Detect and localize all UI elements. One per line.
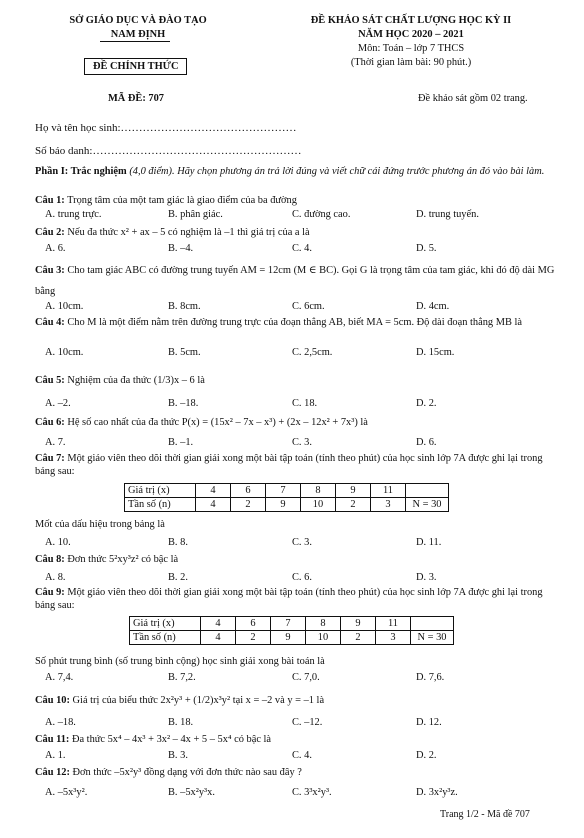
table-total: N = 30 — [406, 498, 449, 512]
question-10: Câu 10: Giá trị của biểu thức 2x²y³ + (1/2)x³y² tại x = –2 và y = –1 là — [35, 695, 325, 706]
q10-option-d: D. 12. — [416, 717, 442, 728]
q3-option-b: B. 8cm. — [168, 301, 201, 312]
q11-option-c: C. 4. — [292, 750, 312, 761]
q8-option-a: A. 8. — [45, 572, 66, 583]
frequency-table-q9: Giá trị (x) 4 6 7 8 9 11 Tần số (n) 4 2 9 10 2 3 N = 30 — [129, 616, 454, 645]
part1-title: Phần I: Trắc nghiệm — [35, 166, 127, 177]
part1-points: (4,0 điểm). — [129, 166, 175, 177]
q2-option-c: C. 4. — [292, 243, 312, 254]
dept-name: SỞ GIÁO DỤC VÀ ĐÀO TẠO — [69, 15, 207, 26]
q1-option-d: D. trung tuyến. — [416, 209, 479, 220]
q8-option-d: D. 3. — [416, 572, 437, 583]
q5-option-a: A. –2. — [45, 398, 71, 409]
question-5: Câu 5: Nghiệm của đa thức (1/3)x – 6 là — [35, 375, 205, 386]
q4-option-a: A. 10cm. — [45, 347, 84, 358]
q7-option-c: C. 3. — [292, 537, 312, 548]
question-1: Câu 1: Trọng tâm của một tam giác là giao điểm của ba đường — [35, 195, 297, 206]
q12-option-b: B. –5x²y³x. — [168, 787, 215, 798]
q4-option-b: B. 5cm. — [168, 347, 201, 358]
q7-option-b: B. 8. — [168, 537, 188, 548]
q2-option-d: D. 5. — [416, 243, 437, 254]
q7-option-d: D. 11. — [416, 537, 442, 548]
table-header-count: Tần số (n) — [125, 498, 196, 512]
q12-option-d: D. 3x²y³z. — [416, 787, 458, 798]
q2-option-a: A. 6. — [45, 243, 66, 254]
question-12: Câu 12: Đơn thức –5x²y³ đồng dạng với đơn thức nào sau đây ? — [35, 767, 302, 778]
student-name-line: Họ và tên học sinh:………………………………………… — [35, 122, 297, 134]
q1-option-a: A. trung trực. — [45, 209, 102, 220]
q3-option-d: D. 4cm. — [416, 301, 450, 312]
school-year: NĂM HỌC 2020 – 2021 — [358, 29, 464, 40]
province-name: NAM ĐỊNH — [110, 29, 166, 40]
question-2: Câu 2: Nếu đa thức x² + ax – 5 có nghiệm là –1 thì giá trị của a là — [35, 227, 310, 238]
subject: Môn: Toán – lớp 7 THCS — [357, 43, 465, 54]
q4-option-c: C. 2,5cm. — [292, 347, 333, 358]
question-4: Câu 4: Cho M là một điểm nằm trên đường trung trực của đoạn thẳng AB, biết MA = 5cm. Độ dài đoạn thẳng MB là — [35, 317, 522, 328]
page-footer: Trang 1/2 - Mã đề 707 — [440, 809, 530, 820]
q9-option-d: D. 7,6. — [416, 672, 445, 683]
divider — [100, 41, 170, 42]
q9-option-b: B. 7,2. — [168, 672, 196, 683]
pages-note: Đề khảo sát gồm 02 trang. — [418, 93, 528, 104]
q10-option-c: C. –12. — [292, 717, 323, 728]
frequency-table-q7: Giá trị (x) 4 6 7 8 9 11 Tần số (n) 4 2 9 10 2 3 N = 30 — [124, 483, 449, 512]
q2-option-b: B. –4. — [168, 243, 194, 254]
q9-option-c: C. 7,0. — [292, 672, 320, 683]
student-id-line: Số báo danh:………………………………………………… — [35, 145, 302, 157]
exam-code: MÃ ĐỀ: 707 — [108, 93, 164, 104]
q11-option-a: A. 1. — [45, 750, 66, 761]
question-9: Câu 9: Một giáo viên theo dõi thời gian giải xong một bài tập toán (tính theo phút) của học sinh lớp 7A được ghi lại trong bảng sau: — [35, 587, 543, 611]
q11-option-b: B. 3. — [168, 750, 188, 761]
question-11: Câu 11: Đa thức 5x⁴ – 4x³ + 3x² – 4x + 5 – 5x⁴ có bậc là — [35, 734, 272, 745]
q11-option-d: D. 2. — [416, 750, 437, 761]
question-7: Câu 7: Một giáo viên theo dõi thời gian giải xong một bài tập toán (tính theo phút) của học sinh lớp 7A được ghi lại trong bảng sau: — [35, 453, 543, 477]
q6-option-b: B. –1. — [168, 437, 194, 448]
part1-instruction: Hãy chọn phương án trả lời đúng và viết chữ cái đứng trước phương án đó vào bài làm. — [177, 166, 545, 177]
q1-option-b: B. phân giác. — [168, 209, 223, 220]
q5-option-d: D. 2. — [416, 398, 437, 409]
question-6: Câu 6: Hệ số cao nhất của đa thức P(x) = (15x² – 7x – x³) + (2x – 12x² + 7x³) là — [35, 417, 368, 428]
q8-option-b: B. 2. — [168, 572, 188, 583]
q10-option-b: B. 18. — [168, 717, 194, 728]
q8-option-c: C. 6. — [292, 572, 312, 583]
q9-after: Số phút trung bình (số trung bình cộng) học sinh giải xong bài toán là — [35, 656, 325, 667]
question-8: Câu 8: Đơn thức 5²xy³z² có bậc là — [35, 554, 179, 565]
q1-option-c: C. đường cao. — [292, 209, 351, 220]
part1-heading — [35, 165, 555, 178]
q12-option-a: A. –5x³y². — [45, 787, 88, 798]
time-limit: (Thời gian làm bài: 90 phút.) — [350, 57, 472, 68]
q6-option-c: C. 3. — [292, 437, 312, 448]
q3-option-a: A. 10cm. — [45, 301, 84, 312]
q9-option-a: A. 7,4. — [45, 672, 74, 683]
q5-option-c: C. 18. — [292, 398, 318, 409]
q5-option-b: B. –18. — [168, 398, 199, 409]
q7-option-a: A. 10. — [45, 537, 71, 548]
official-badge: ĐỀ CHÍNH THỨC — [84, 58, 187, 75]
q4-option-d: D. 15cm. — [416, 347, 455, 358]
q10-option-a: A. –18. — [45, 717, 76, 728]
q6-option-d: D. 6. — [416, 437, 437, 448]
q6-option-a: A. 7. — [45, 437, 66, 448]
q7-after: Mốt của dấu hiệu trong bảng là — [35, 519, 165, 530]
q3-option-c: C. 6cm. — [292, 301, 325, 312]
exam-title: ĐỀ KHẢO SÁT CHẤT LƯỢNG HỌC KỲ II — [310, 15, 512, 26]
q12-option-c: C. 3³x²y³. — [292, 787, 332, 798]
table-header-value: Giá trị (x) — [125, 484, 196, 498]
question-3: Câu 3: Cho tam giác ABC có đường trung tuyến AM = 12cm (M ∈ BC). Gọi G là trọng tâm của tam giác, khi đó độ dài MG bằng — [35, 265, 555, 297]
